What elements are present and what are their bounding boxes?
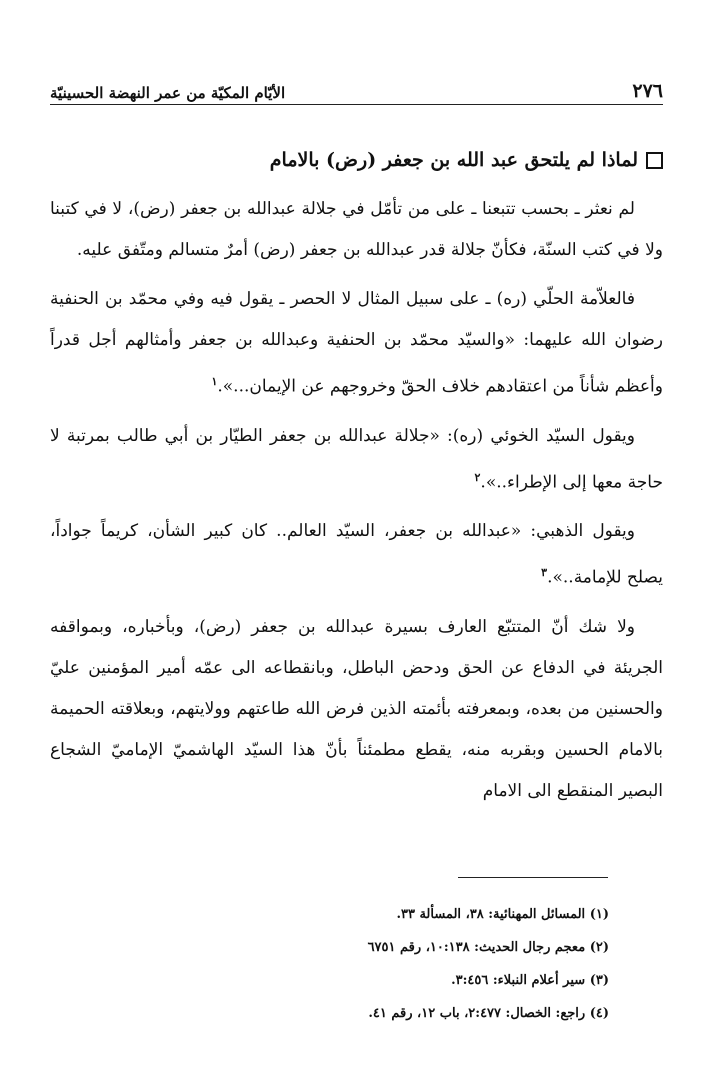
paragraph: ولا شك أنّ المتتبّع العارف بسيرة عبدالله بن جعفر (رض)، وبأخباره، وبمواقفه الجريئة في الدفاع عن الحق ودحض الباطل، وبانقطاعه الى عمّه أمير المؤمنين عليّ والحسنين من بعده، وبمعرفته بأئمته الذين فرض الله طاعتهم وولايتهم، وبعلاقته الحميمة بالامام الحسين وبقربه منه، يقطع مطمئناً بأنّ هذا السيّد الهاشميّ الإماميّ الشجاع البصير المنقطع الى الامام <box>50 616 663 801</box>
footnote-ref[interactable]: ٢ <box>474 470 481 484</box>
paragraph: فالعلاّمة الحلّي (ره) ـ على سبيل المثال لا الحصر ـ يقول فيه وفي محمّد بن الحنفية رضوان الله عليهما: «والسيّد محمّد بن الحنفية وعبدالله بن جعفر وأمثالهم أجل قدراً وأعظم شأناً من اعتقادهم خلاف الحقّ وخروجهم عن الإيمان...».$^١$ <box>50 289 663 397</box>
running-title: الأيّام المكيّة من عمر النهضة الحسينيّة <box>50 84 286 102</box>
paragraph: ويقول السيّد الخوئي (ره): «جلالة عبدالله بن جعفر الطيّار بن أبي طالب بمرتبة لا حاجة معها إلى الإطراء..».$^٢$ <box>50 425 663 493</box>
section-heading-text: لماذا لم يلتحق عبد الله بن جعفر (رض) بالامام <box>269 149 638 171</box>
footnote-rule <box>458 877 608 878</box>
paragraph: لم نعثر ـ بحسب تتبعنا ـ على من تأمّل في جلالة عبدالله بن جعفر (رض)، لا في كتبنا ولا في كتب السنّة، فكأنّ جلالة قدر عبدالله بن جعفر (رض) أمرٌ متسالم ومتّفق عليه. <box>50 199 663 260</box>
header-rule <box>50 104 663 105</box>
main-text <box>50 140 663 820</box>
footnote-ref[interactable]: ٣ <box>541 566 548 580</box>
page-number: ٢٧٦ <box>632 80 663 102</box>
paragraph: ويقول الذهبي: «عبدالله بن جعفر، السيّد العالم.. كان كبير الشأن، كريماً جواداً، يصلح للإمامة..».$^٣$ <box>50 521 663 588</box>
running-header <box>50 72 663 102</box>
footnote-ref[interactable]: ١ <box>211 375 218 388</box>
footnote: (٢) معجم رجال الحديث: ١٠:١٣٨، رقم ٦٧٥١ <box>367 940 609 955</box>
footnote: (٤) راجع: الخصال: ٢:٤٧٧، باب ١٢، رقم ٤١. <box>368 1006 609 1021</box>
footnote: (١) المسائل المهنائية: ٣٨، المسألة ٣٣. <box>396 907 609 922</box>
square-bullet-icon <box>646 152 663 169</box>
footnotes <box>50 898 609 1030</box>
section-heading <box>50 140 663 181</box>
footnote: (٣) سير أعلام النبلاء: ٣:٤٥٦. <box>451 973 609 988</box>
